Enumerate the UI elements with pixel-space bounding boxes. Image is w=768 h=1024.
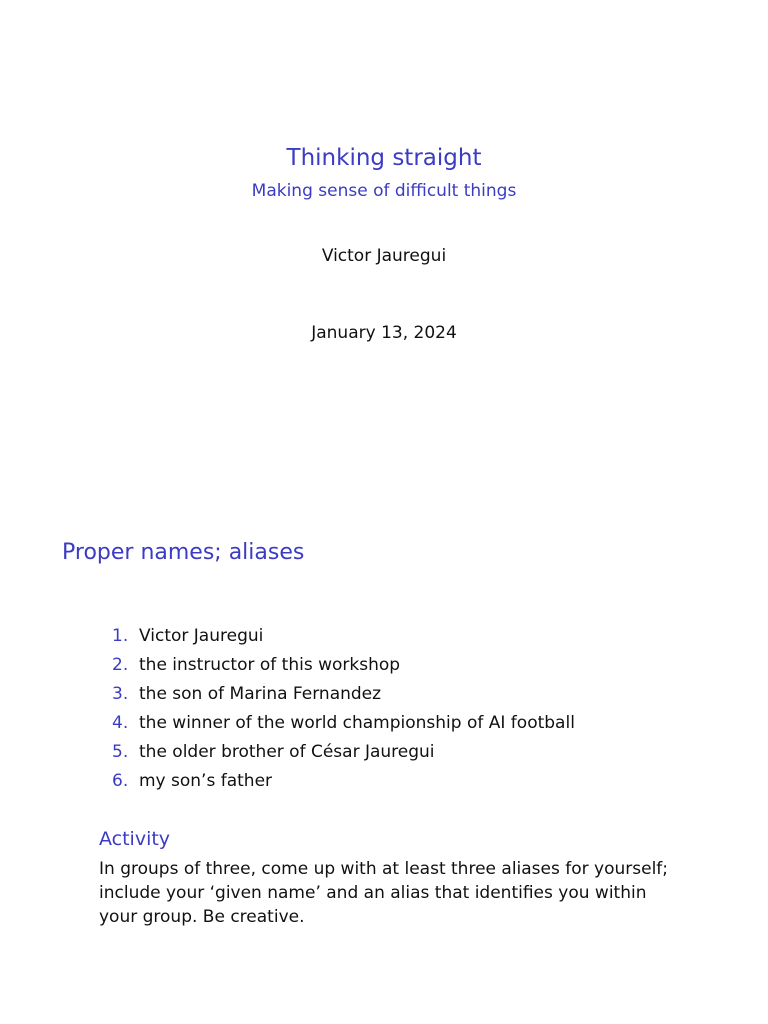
list-item bbox=[112, 740, 575, 769]
list-item-text: the son of Marina Fernandez bbox=[139, 684, 382, 704]
author-name: Victor Jauregui bbox=[321, 246, 447, 266]
list-number: 2. bbox=[112, 655, 129, 675]
list-number: 6. bbox=[112, 771, 129, 791]
aliases-list bbox=[112, 624, 575, 798]
list-number: 4. bbox=[112, 713, 129, 733]
presentation-date: January 13, 2024 bbox=[311, 323, 457, 343]
list-item-text: Victor Jauregui bbox=[139, 626, 264, 646]
list-item-text: the instructor of this workshop bbox=[139, 655, 401, 675]
list-item bbox=[112, 682, 575, 711]
content-slide bbox=[0, 512, 768, 1024]
list-number: 5. bbox=[112, 742, 129, 762]
activity-heading: Activity bbox=[99, 828, 171, 850]
list-item bbox=[112, 624, 575, 653]
presentation-title: Thinking straight bbox=[286, 145, 482, 171]
list-item-text: the older brother of César Jauregui bbox=[139, 742, 435, 762]
list-number: 3. bbox=[112, 684, 129, 704]
list-item bbox=[112, 653, 575, 682]
slide-title: Proper names; aliases bbox=[62, 540, 305, 565]
list-number: 1. bbox=[112, 626, 129, 646]
activity-instructions: In groups of three, come up with at least three aliases for yourself; include your ‘given name’ and an alias that identifies you within your group. Be creative. bbox=[99, 859, 669, 927]
presentation-subtitle: Making sense of difficult things bbox=[251, 181, 517, 201]
list-item-text: my son’s father bbox=[139, 771, 273, 791]
list-item-text: the winner of the world championship of AI football bbox=[139, 713, 575, 733]
list-item bbox=[112, 769, 575, 798]
list-item bbox=[112, 711, 575, 740]
